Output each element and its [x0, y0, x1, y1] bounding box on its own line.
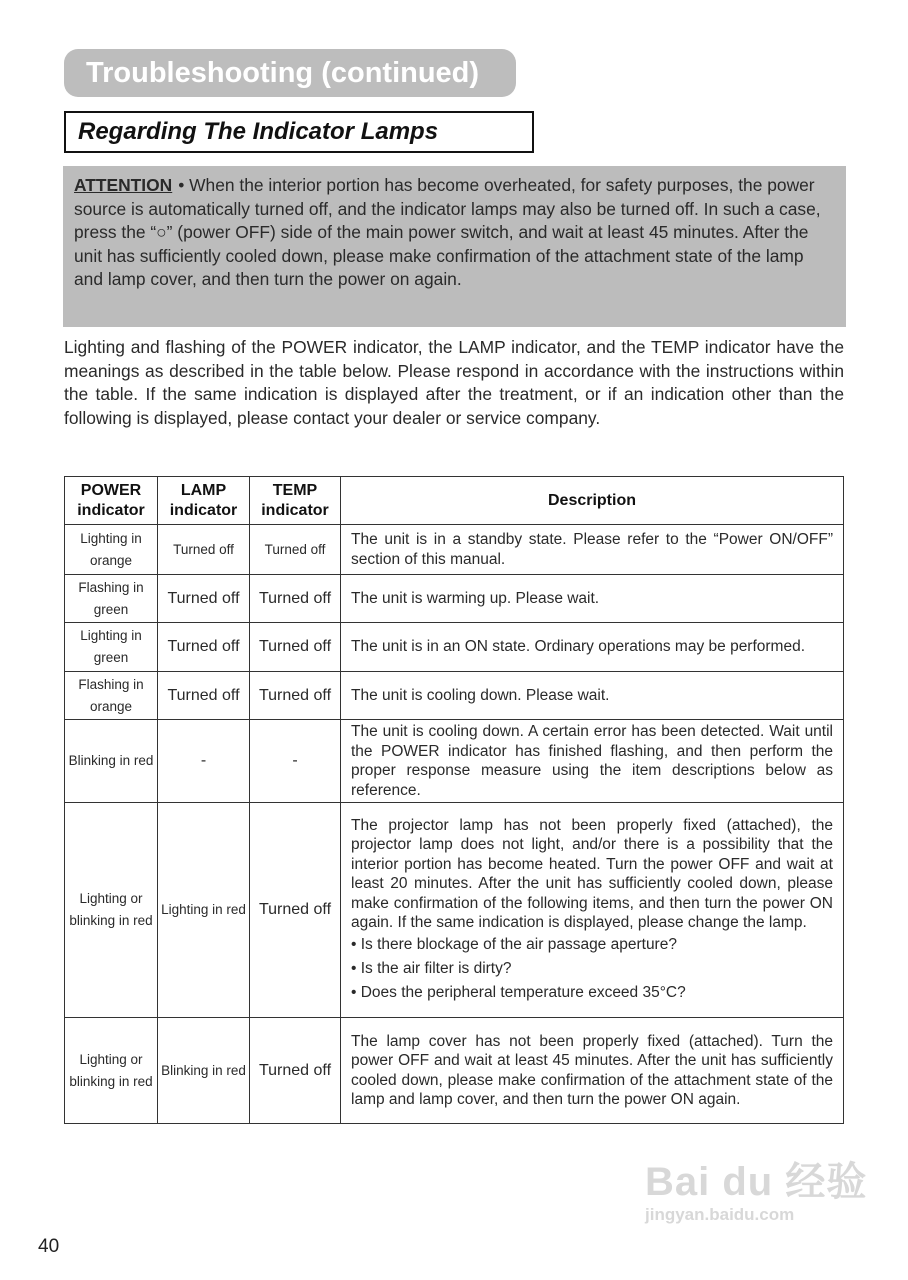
header-lamp: LAMP indicator [158, 477, 250, 525]
table-row [65, 575, 844, 623]
description-cell: The lamp cover has not been properly fixed (attached). Turn the power OFF and wait at least 45 minutes. After the unit has sufficiently cooled down, please make confirmation of the attachment state of the lamp and lamp cover, and then turn the power ON again. [341, 1018, 844, 1124]
description-cell: The unit is in an ON state. Ordinary operations may be performed. [341, 623, 844, 672]
check-item: • Is the air filter is dirty? [351, 959, 512, 977]
check-item: • Is there blockage of the air passage aperture? [351, 935, 677, 953]
lamp-cell: Turned off [158, 623, 250, 672]
table-row [65, 803, 844, 1018]
table-row [65, 672, 844, 720]
description-cell: The unit is warming up. Please wait. [341, 575, 844, 623]
power-cell: Lighting in green [65, 623, 158, 672]
header-description: Description [341, 477, 844, 525]
description-cell: The unit is cooling down. Please wait. [341, 672, 844, 720]
lamp-cell: - [158, 720, 250, 803]
temp-cell: Turned off [250, 672, 341, 720]
lamp-cell: Blinking in red [158, 1018, 250, 1124]
watermark-brand: Bai du 经验 [645, 1160, 868, 1204]
indicator-table [64, 476, 844, 1124]
temp-cell: Turned off [250, 803, 341, 1018]
temp-cell: Turned off [250, 575, 341, 623]
power-cell: Lighting or blinking in red [65, 803, 158, 1018]
description-cell: The unit is in a standby state. Please refer to the “Power ON/OFF” section of this manual. [341, 525, 844, 575]
table-row [65, 525, 844, 575]
table-header-row [65, 477, 844, 525]
attention-box [63, 166, 846, 327]
page-number: 40 [38, 1236, 60, 1257]
power-cell: Flashing in green [65, 575, 158, 623]
temp-cell: Turned off [250, 623, 341, 672]
description-text: The projector lamp has not been properly fixed (attached), the projector lamp does not light, and/or there is a possibility that the interior portion has become heated. Turn the power OFF and wait at least 20 minutes. After the unit has sufficiently cooled down, please make confirmation of the following items, and then turn the power ON again. If the same indication is displayed, please change the lamp. [351, 816, 833, 931]
header-temp: TEMP indicator [250, 477, 341, 525]
description-cell [341, 803, 844, 1018]
description-cell: The unit is cooling down. A certain error has been detected. Wait until the POWER indicator has finished flashing, and then perform the proper response measure using the item descriptions below as reference. [341, 720, 844, 803]
subsection-title: Regarding The Indicator Lamps [64, 111, 534, 153]
table-row [65, 1018, 844, 1124]
lamp-cell: Turned off [158, 575, 250, 623]
header-power: POWER indicator [65, 477, 158, 525]
section-title: Troubleshooting (continued) [64, 49, 516, 97]
temp-cell: Turned off [250, 525, 341, 575]
power-cell: Lighting or blinking in red [65, 1018, 158, 1124]
power-cell: Blinking in red [65, 720, 158, 803]
check-item: • Does the peripheral temperature exceed 35°C? [351, 983, 686, 1001]
lamp-cell: Lighting in red [158, 803, 250, 1018]
attention-text: • When the interior portion has become overheated, for safety purposes, the power source is automatically turned off, and the indicator lamps may also be turned off. In such a case, press the “○” (power OFF) side of the main power switch, and wait at least 45 minutes. After the unit has sufficiently cooled down, please make confirmation of the attachment state of the lamp and lamp cover, and then turn the power on again. [74, 175, 821, 289]
lamp-cell: Turned off [158, 672, 250, 720]
intro-paragraph: Lighting and flashing of the POWER indicator, the LAMP indicator, and the TEMP indicator have the meanings as described in the table below. Please respond in accordance with the instructions within the table. If the same indication is displayed after the treatment, or if an indication other than the following is displayed, please contact your dealer or service company. [64, 337, 844, 428]
temp-cell: Turned off [250, 1018, 341, 1124]
watermark [645, 1150, 867, 1225]
power-cell: Flashing in orange [65, 672, 158, 720]
temp-cell: - [250, 720, 341, 803]
table-row [65, 720, 844, 803]
lamp-cell: Turned off [158, 525, 250, 575]
attention-label: ATTENTION [74, 175, 173, 195]
watermark-url: jingyan.baidu.com [645, 1205, 795, 1224]
power-cell: Lighting in orange [65, 525, 158, 575]
table-row [65, 623, 844, 672]
